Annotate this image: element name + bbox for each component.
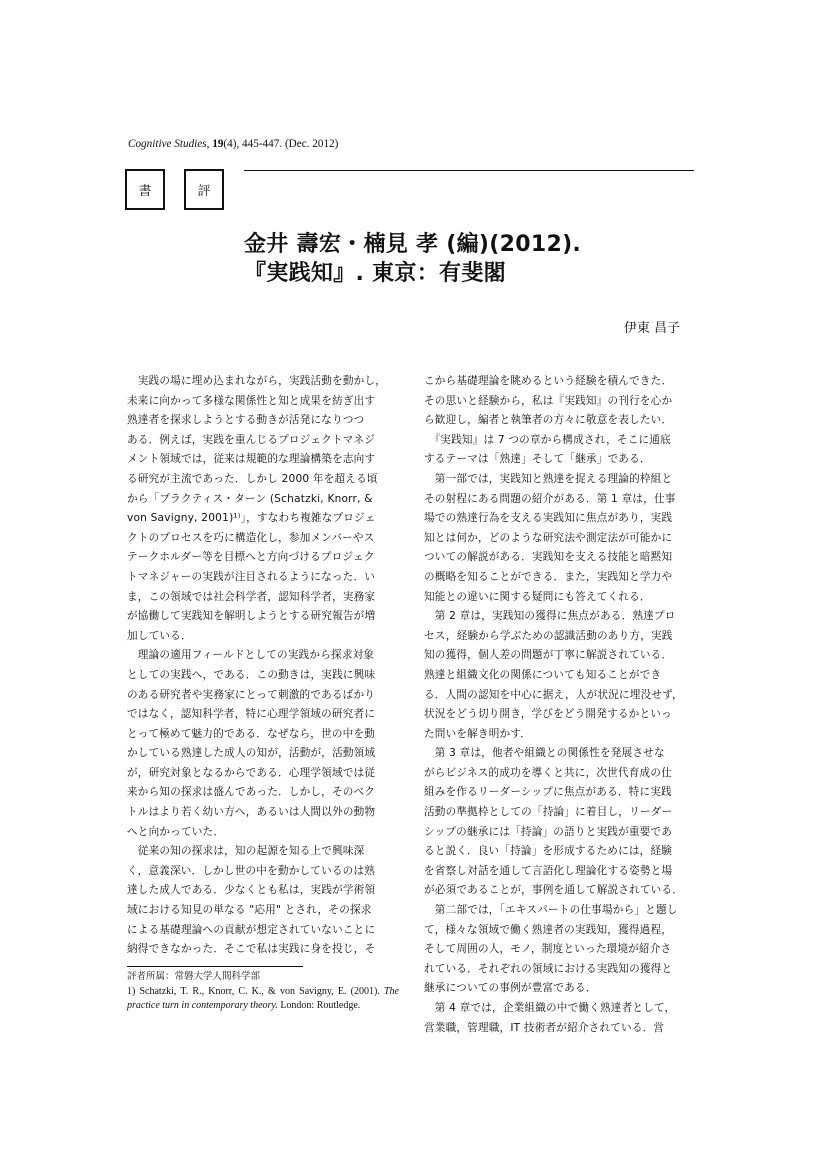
- footnote-ref-publisher: London: Routledge.: [280, 1000, 361, 1011]
- text-line: が協働して実践知を解明しようとする研究報告が増: [127, 610, 376, 623]
- text-line: 組みを作るリーダーシップに焦点がある．特に実践: [424, 786, 672, 799]
- text-line: が必須であることが，事例を通して解説されている．: [424, 884, 684, 897]
- text-line: が，研究対象となるからである．心理学領域では従: [127, 766, 376, 779]
- text-line: 達した成人である．少なくとも私は，実践が学術領: [127, 884, 376, 897]
- journal-citation: [128, 138, 338, 150]
- body-column-right: [424, 372, 696, 1038]
- text-line: するテーマは「熟達」そして「継承」である．: [424, 453, 651, 466]
- footnote-ref-title: The practice turn in contemporary theory.: [127, 985, 399, 1011]
- footnotes: [127, 970, 399, 1014]
- text-line: る研究が主流であった．しかし 2000 年を超える頃: [127, 472, 378, 485]
- footnote-rule: [127, 966, 303, 967]
- section-label-box-1: [125, 169, 165, 210]
- text-line: その射程にある問題の紹介がある．第 1 章は，仕事: [424, 492, 676, 505]
- text-line: 来から知の探求は盛んであった．しかし，そのベク: [127, 786, 376, 799]
- footnote-reference: [127, 985, 399, 1014]
- text-line: ら歓迎し，編者と執筆者の方々に敬意を表したい．: [424, 414, 673, 427]
- text-line: 状況をどう切り開き，学びをどう開発するかといっ: [424, 708, 672, 721]
- journal-date: (Dec. 2012): [284, 138, 339, 150]
- text-line: 営業職，管理職，IT 技術者が紹介されている．営: [424, 1021, 665, 1034]
- book-title: [244, 230, 581, 288]
- text-line: 『実践知』は 7 つの章から構成され，そこに通底: [424, 433, 671, 446]
- header-rule: [244, 170, 694, 171]
- text-line: セス，経験から学ぶための認識活動のあり方，実践: [424, 629, 673, 642]
- text-line: の概略を知ることができる．また，実践知と学力や: [424, 570, 673, 583]
- text-line: 活動の準拠枠としての「持論」に着目し，リーダー: [424, 806, 673, 819]
- reviewer-name: 伊東 昌子: [623, 321, 680, 336]
- text-line: ついての解説がある．実践知を支える技能と暗黙知: [424, 551, 673, 564]
- section-label-char-1: 書: [138, 184, 152, 199]
- text-line: クトのプロセスを巧に構造化し，参加メンバーやス: [127, 531, 375, 544]
- text-line: による基礎理論への貢献が想定されていないことに: [127, 923, 376, 936]
- text-line: 熟達者を探求しようとする動きが活発になりつつ: [127, 414, 365, 427]
- book-title-line-1: 金井 壽宏・楠見 孝 (編)(2012).: [244, 232, 582, 257]
- reviewer-affiliation: 評者所属：常磐大学人間科学部: [127, 971, 261, 982]
- journal-name: Cognitive Studies,: [128, 138, 210, 150]
- text-line: た問いを解き明かす．: [424, 727, 532, 740]
- text-line: その思いと経験から，私は『実践知』の刊行を心か: [424, 394, 673, 407]
- text-line: 納得できなかった．そこで私は実践に身を投じ，そ: [127, 943, 376, 956]
- body-column-left: [127, 372, 399, 960]
- text-line: く，意義深い．しかし世の中を動かしているのは熟: [127, 864, 376, 877]
- text-line: こから基礎理論を眺めるという経験を積んできた．: [424, 375, 673, 387]
- text-line: かしている熟達した成人の知が，活動が，活動領域: [127, 747, 376, 760]
- text-line: 知とは何か，どのような研究法や測定法が可能かに: [424, 531, 673, 544]
- text-line: 加している．: [127, 629, 192, 642]
- text-line: としての実践へ，である．この動きは，実践に興味: [127, 668, 376, 681]
- text-line: れている．それぞれの領域における実践知の獲得と: [424, 962, 673, 975]
- text-line: 第 4 章では，企業組織の中で働く熟達者として，: [424, 1002, 676, 1014]
- text-line: 第一部では，実践知と熟達を捉える理論的枠組と: [424, 472, 673, 485]
- journal-issue-pages: (4), 445-447.: [223, 138, 283, 150]
- text-line: て，様々な領域で働く熟達者の実践知，獲得過程，: [424, 923, 673, 936]
- text-line: のある研究者や実務家にとって刺激的であるばかり: [127, 688, 376, 701]
- text-line: 未来に向かって多様な関係性と知と成果を紡ぎ出す: [127, 394, 376, 407]
- text-line: がらビジネス的成功を導くと共に，次世代育成の仕: [424, 766, 672, 779]
- text-line: von Savigny, 2001)¹⁾」，すなわち複雑なプロジェ: [127, 512, 376, 525]
- text-line: 第二部では，「エキスパートの仕事場から」と題し: [424, 904, 678, 917]
- text-line: そして周囲の人，モノ，制度といった環境が紹介さ: [424, 943, 672, 956]
- text-line: 場での熟達行為を支える実践知に焦点があり，実践: [424, 512, 673, 525]
- text-line: ると説く．良い「持論」を形成するためには，経験: [424, 845, 673, 858]
- text-line: 熟達と組織文化の関係についても知ることができ: [424, 668, 662, 681]
- section-label-box-2: [184, 169, 224, 210]
- footnote-ref-authors: 1) Schatzki, T. R., Knorr, C. K., & von Savigny, E. (2001).: [127, 985, 380, 997]
- text-line: を省察し対話を通して言語化し理論化する姿勢と場: [424, 864, 673, 877]
- text-line: 域における知見の単なる "応用" とされ，その探求: [127, 904, 372, 917]
- text-line: とって極めて魅力的である．なぜなら，世の中を動: [127, 727, 376, 740]
- text-line: トマネジャーの実践が注目されるようになった．い: [127, 570, 376, 583]
- text-line: 知の獲得，個人差の問題が丁寧に解説されている．: [424, 649, 673, 662]
- text-line: から「プラクティス・ターン (Schatzki, Knorr, &: [127, 492, 373, 505]
- text-line: ま，この領域では社会科学者，認知科学者，実務家: [127, 590, 376, 603]
- text-line: テークホルダー等を目標へと方向づけるプロジェク: [127, 551, 375, 564]
- text-line: へと向かっていた．: [127, 825, 225, 838]
- text-line: ではなく，認知科学者，特に心理学領域の研究者に: [127, 708, 376, 721]
- book-title-line-2: 『実践知』. 東京：有斐閣: [244, 261, 506, 286]
- text-line: 知能との違いに関する疑問にも答えてくれる．: [424, 590, 651, 603]
- text-line: 従来の知の探求は，知の起源を知る上で興味深: [127, 845, 365, 858]
- text-line: 継承についての事例が豊富である．: [424, 982, 597, 995]
- text-line: 第 3 章は，他者や組織との関係性を発展させな: [424, 747, 665, 760]
- text-line: 第 2 章は，実践知の獲得に焦点がある．熟達プロ: [424, 610, 676, 623]
- section-label-char-2: 評: [197, 184, 211, 199]
- text-line: る．人間の認知を中心に据え，人が状況に埋没せず，: [424, 688, 683, 701]
- text-line: トルはより若く幼い方へ，あるいは人間以外の動物: [127, 806, 376, 819]
- text-line: 実践の場に埋め込まれながら，実践活動を動かし，: [127, 375, 387, 387]
- text-line: メント領域では，従来は規範的な理論構築を志向す: [127, 453, 376, 466]
- journal-volume: 19: [212, 138, 224, 150]
- text-line: 理論の適用フィールドとしての実践から探求対象: [127, 649, 375, 662]
- text-line: シップの継承には「持論」の語りと実践が重要であ: [424, 825, 673, 838]
- text-line: ある．例えば，実践を重んじるプロジェクトマネジ: [127, 433, 376, 446]
